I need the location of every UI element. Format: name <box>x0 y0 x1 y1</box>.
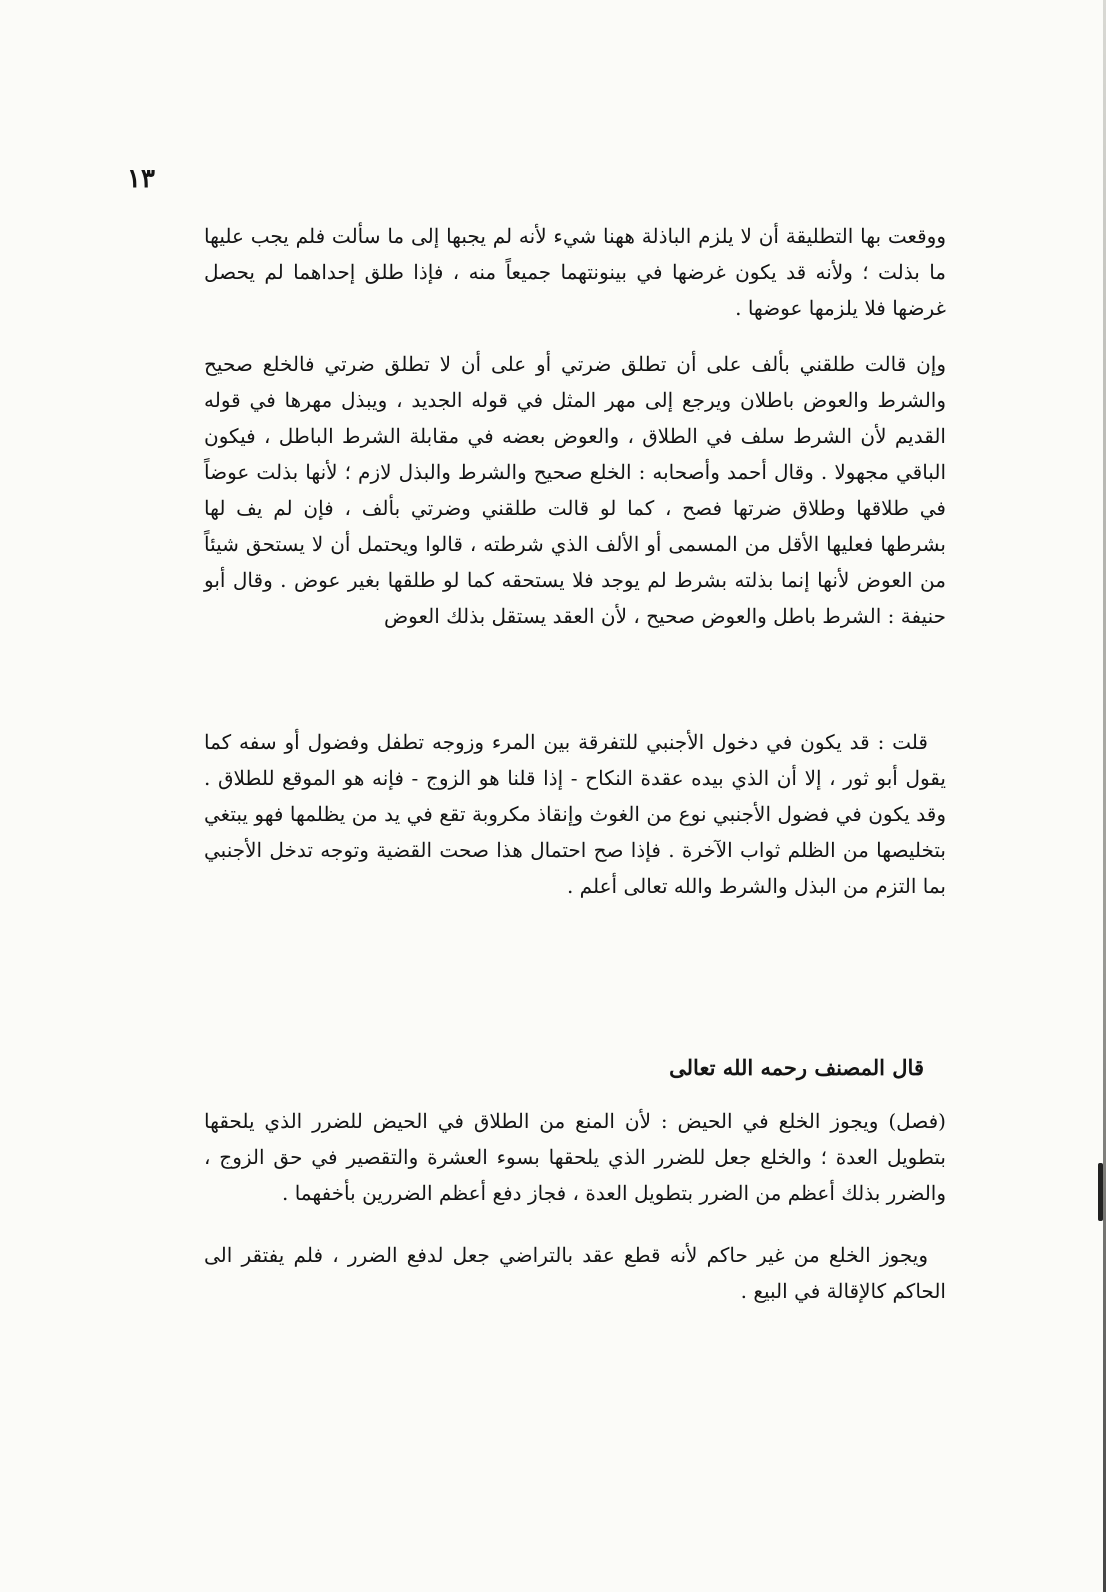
paragraph: وإن قالت طلقني بألف على أن تطلق ضرتي أو على أن لا تطلق ضرتي فالخلع صحيح والشرط والعوض باطلان ويرجع إلى مهر المثل في قوله الجديد ، ويبذل مهرها في قوله القديم لأن الشرط سلف في الطلاق ، والعوض بعضه في مقابلة الشرط الباطل ، فيكون الباقي مجهولا . وقال أحمد وأصحابه : الخلع صحيح والشرط والبذل لازم ؛ لأنها بذلت عوضاً في طلاقها وطلاق ضرتها فصح ، كما لو قالت طلقني وضرتي بألف ، فإن لم يف لها بشرطها فعليها الأقل من المسمى أو الألف الذي شرطته ، قالوا ويحتمل أن لا يستحق شيئاً من العوض لأنها إنما بذلته بشرط لم يوجد فلا يستحقه كما لو طلقها بغير عوض . وقال أبو حنيفة : الشرط باطل والعوض صحيح ، لأن العقد يستقل بذلك العوض <box>204 352 946 628</box>
text-block-final <box>204 1237 946 1309</box>
paragraph: قلت : قد يكون في دخول الأجنبي للتفرقة بين المرء وزوجه تطفل وفضول أو سفه كما يقول أبو ثور ، إلا أن الذي بيده عقدة النكاح - إذا قلنا هو الزوج - فإنه هو الموقع للطلاق . وقد يكون في فضول الأجنبي نوع من الغوث وإنقاذ مكروبة تقع في يد من يظلمها فهو يبتغي بتخليصها من الظلم ثواب الآخرة . فإذا صح احتمال هذا صحت القضية وتوجه تدخل الأجنبي بما التزم من البذل والشرط والله تعالى أعلم . <box>204 730 946 898</box>
page-number: ١٣ <box>127 164 155 194</box>
section-heading: قال المصنف رحمه الله تعالى <box>669 1055 924 1080</box>
text-block-commentary <box>204 724 946 904</box>
paragraph: ووقعت بها التطليقة أن لا يلزم الباذلة ههنا شيء لأنه لم يجبها إلى ما سألت فلم يجب عليها ما بذلت ؛ ولأنه قد يكون غرضها في بينونتهما جميعاً منه ، فإذا طلق إحداهما لم يحصل غرضها فلا يلزمها عوضها . <box>204 224 946 320</box>
scan-mark <box>1098 1163 1103 1221</box>
text-block-condition <box>204 346 946 634</box>
text-block-continuation <box>204 218 946 326</box>
paragraph: (فصل) ويجوز الخلع في الحيض : لأن المنع من الطلاق في الحيض للضرر الذي يلحقها بتطويل العدة ؛ والخلع جعل للضرر الذي يلحقها بسوء العشرة والتقصير في حق الزوج ، والضرر بذلك أعظم من الضرر بتطويل العدة ، فجاز دفع أعظم الضررين بأخفهما . <box>204 1109 946 1205</box>
paragraph: ويجوز الخلع من غير حاكم لأنه قطع عقد بالتراضي جعل لدفع الضرر ، فلم يفتقر الى الحاكم كالإقالة في البيع . <box>204 1243 946 1303</box>
text-block-section <box>204 1103 946 1211</box>
